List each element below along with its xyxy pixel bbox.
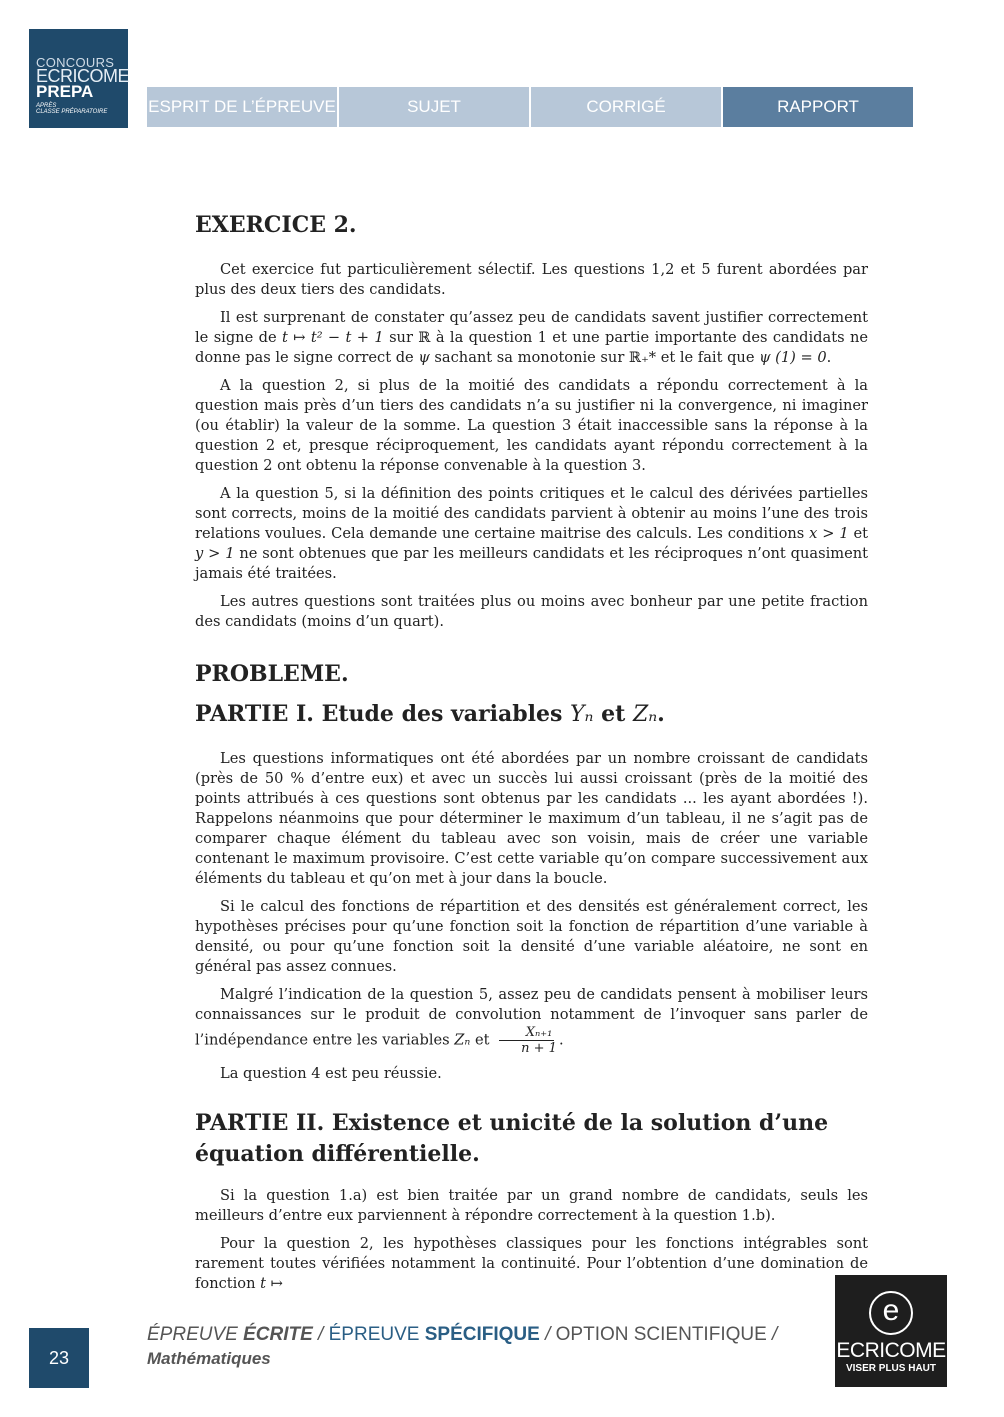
math-expression: y > 1: [195, 545, 235, 562]
partie1-heading: [195, 700, 868, 729]
text: et: [848, 525, 869, 542]
concours-logo: [29, 29, 128, 128]
math-expression: Yₙ: [570, 702, 594, 727]
footer-option: OPTION SCIENTIFIQUE: [555, 1324, 767, 1345]
math-expression: ψ (1) = 0: [759, 349, 827, 366]
logo-line-concours: CONCOURS: [36, 55, 115, 70]
text: .: [826, 349, 832, 366]
exercice2-paragraph-5: Les autres questions sont traitées plus ou moins avec bonheur par une petite fraction des candidats (moins d’un quart).: [195, 593, 868, 630]
partie2-paragraph-1: Si la question 1.a) est bien traitée par un grand nombre de candidats, seuls les meilleurs d’entre eux parviennent à répondre correctement à la question 1.b).: [195, 1187, 868, 1224]
probleme-heading: PROBLEME.: [195, 661, 349, 687]
text: Malgré l’indication de la question 5, assez peu de candidats pensent à mobiliser leurs connaissances sur le produit de convolution notamment de l’invoquer sans parler de l’indépendance entre les variables: [195, 986, 868, 1049]
section-tabs: [147, 87, 915, 127]
ecricome-logo: [835, 1275, 947, 1387]
tab-sujet[interactable]: SUJET: [339, 87, 529, 127]
math-expression: t ↦: [260, 1275, 283, 1292]
footer-ecrite: ÉCRITE: [243, 1324, 313, 1345]
text: PARTIE I. Etude des variables: [195, 701, 571, 727]
exercice2-paragraph-1: Cet exercice fut particulièrement sélectif. Les questions 1,2 et 5 furent abordées par plus des deux tiers des candidats.: [195, 261, 868, 298]
text: sachant sa monotonie sur: [429, 349, 629, 366]
math-expression: ℝ₊*: [628, 349, 657, 366]
exercice2-paragraph-4: [195, 484, 868, 584]
logo-line-prepa: PREPA: [36, 82, 94, 101]
text: ne sont obtenues que par les meilleurs candidats et les réciproques n’ont quasiment jamais été traitées.: [195, 545, 868, 582]
footer-subject: Mathématiques: [147, 1349, 271, 1368]
text: Pour la question 2, les hypothèses classiques pour les fonctions intégrables sont rarement toutes vérifiées notamment la continuité. Pour l’obtention d’une domination de fonction: [195, 1235, 868, 1292]
logo-line-classe: CLASSE PRÉPARATOIRE: [36, 109, 108, 115]
exercice2-heading: EXERCICE 2.: [195, 212, 357, 238]
report-content: [195, 205, 868, 1302]
footer-separator: /: [312, 1324, 329, 1345]
e-circle-icon: e: [869, 1291, 913, 1335]
math-expression: t ↦ t² − t + 1: [281, 329, 384, 346]
footer: [147, 1322, 777, 1370]
text: et: [593, 701, 633, 727]
fraction: [496, 1025, 557, 1056]
footer-separator: /: [766, 1324, 778, 1345]
partie1-paragraph-1: Les questions informatiques ont été abordées par un nombre croissant de candidats (près de 50 % d’entre eux) et avec un succès lui aussi croissant (près de la moitié des points attribués à ces questions sont obtenus par les candidats ... les ayant abordées !). Rappelons néanmoins que pour déterminer le maximum d’un tableau, il ne s’agit pas de comparer chaque élément du tableau avec son voisin, mais de créer une variable contenant le maximum provisoire. C’est cette variable qu’on compare successivement aux éléments du tableau et qu’on met à jour dans la boucle.: [195, 750, 868, 887]
math-expression: ψ: [418, 349, 430, 366]
text: A la question 5, si la définition des points critiques et le calcul des dérivées partielles sont corrects, moins de la moitié des candidats parvient à obtenir au moins l’une des trois relations voulues. Cela demande une certaine maitrise des calculs. Les conditions: [195, 485, 868, 542]
footer-epreuve: ÉPREUVE: [147, 1324, 244, 1345]
fraction-denominator: n + 1: [521, 1041, 557, 1056]
partie2-heading: PARTIE II. Existence et unicité de la solution d’une équation différentielle.: [195, 1110, 829, 1167]
text: Il est surprenant de constater qu’assez peu de candidats savent justifier correctement le signe de: [195, 309, 868, 346]
math-expression: x > 1: [809, 525, 849, 542]
text: et: [470, 1031, 495, 1049]
footer-specifique-group: [329, 1324, 540, 1345]
footer-epreuve-2: ÉPREUVE: [328, 1324, 425, 1345]
partie1-paragraph-2: Si le calcul des fonctions de répartition et des densités est généralement correct, les hypothèses précises pour qu’une fonction soit la fonction de répartition d’une variable à densité, ou pour qu’une fonction soit la densité d’une variable aléatoire, ne sont en général pas assez connues.: [195, 898, 868, 975]
tab-esprit[interactable]: ESPRIT DE L’ÉPREUVE: [147, 87, 337, 127]
exercice2-paragraph-2: [195, 308, 868, 368]
partie2-paragraph-2: [195, 1234, 868, 1294]
logo-name: ECRICOME: [836, 1339, 946, 1362]
partie1-paragraph-4: La question 4 est peu réussie.: [220, 1065, 442, 1082]
text: et le fait que: [656, 349, 760, 366]
tab-corrige[interactable]: CORRIGÉ: [531, 87, 721, 127]
logo-line-apres: APRÈS: [36, 103, 57, 109]
logo-line-ecricome: ECRICOME: [36, 66, 130, 86]
math-expression: Zₙ: [632, 702, 658, 727]
text: sur ℝ à la question 1 et une partie importante des candidats ne donne pas le signe correct de: [195, 329, 868, 366]
page-number: 23: [29, 1328, 89, 1388]
text: .: [558, 1031, 564, 1049]
footer-line: [147, 1322, 777, 1348]
footer-specifique: SPÉCIFIQUE: [424, 1324, 540, 1345]
footer-separator: /: [539, 1324, 556, 1345]
math-expression: Zₙ: [454, 1031, 471, 1049]
logo-slogan: VISER PLUS HAUT: [845, 1363, 936, 1374]
text: .: [657, 701, 665, 727]
fraction-numerator: Xₙ₊₁: [499, 1025, 555, 1041]
exercice2-paragraph-3: A la question 2, si plus de la moitié des candidats a répondu correctement à la question mais près d’un tiers des candidats n’a su justifier ni la convergence, ni imaginer (ou établir) la valeur de la somme. La question 3 était inaccessible sans la réponse à la question 2 et, presque réciproquement, les candidats ayant répondu correctement à la question 2 ont obtenu la réponse convenable à la question 3.: [195, 377, 868, 474]
tab-rapport[interactable]: RAPPORT: [723, 87, 913, 127]
partie1-paragraph-3: [195, 985, 868, 1056]
